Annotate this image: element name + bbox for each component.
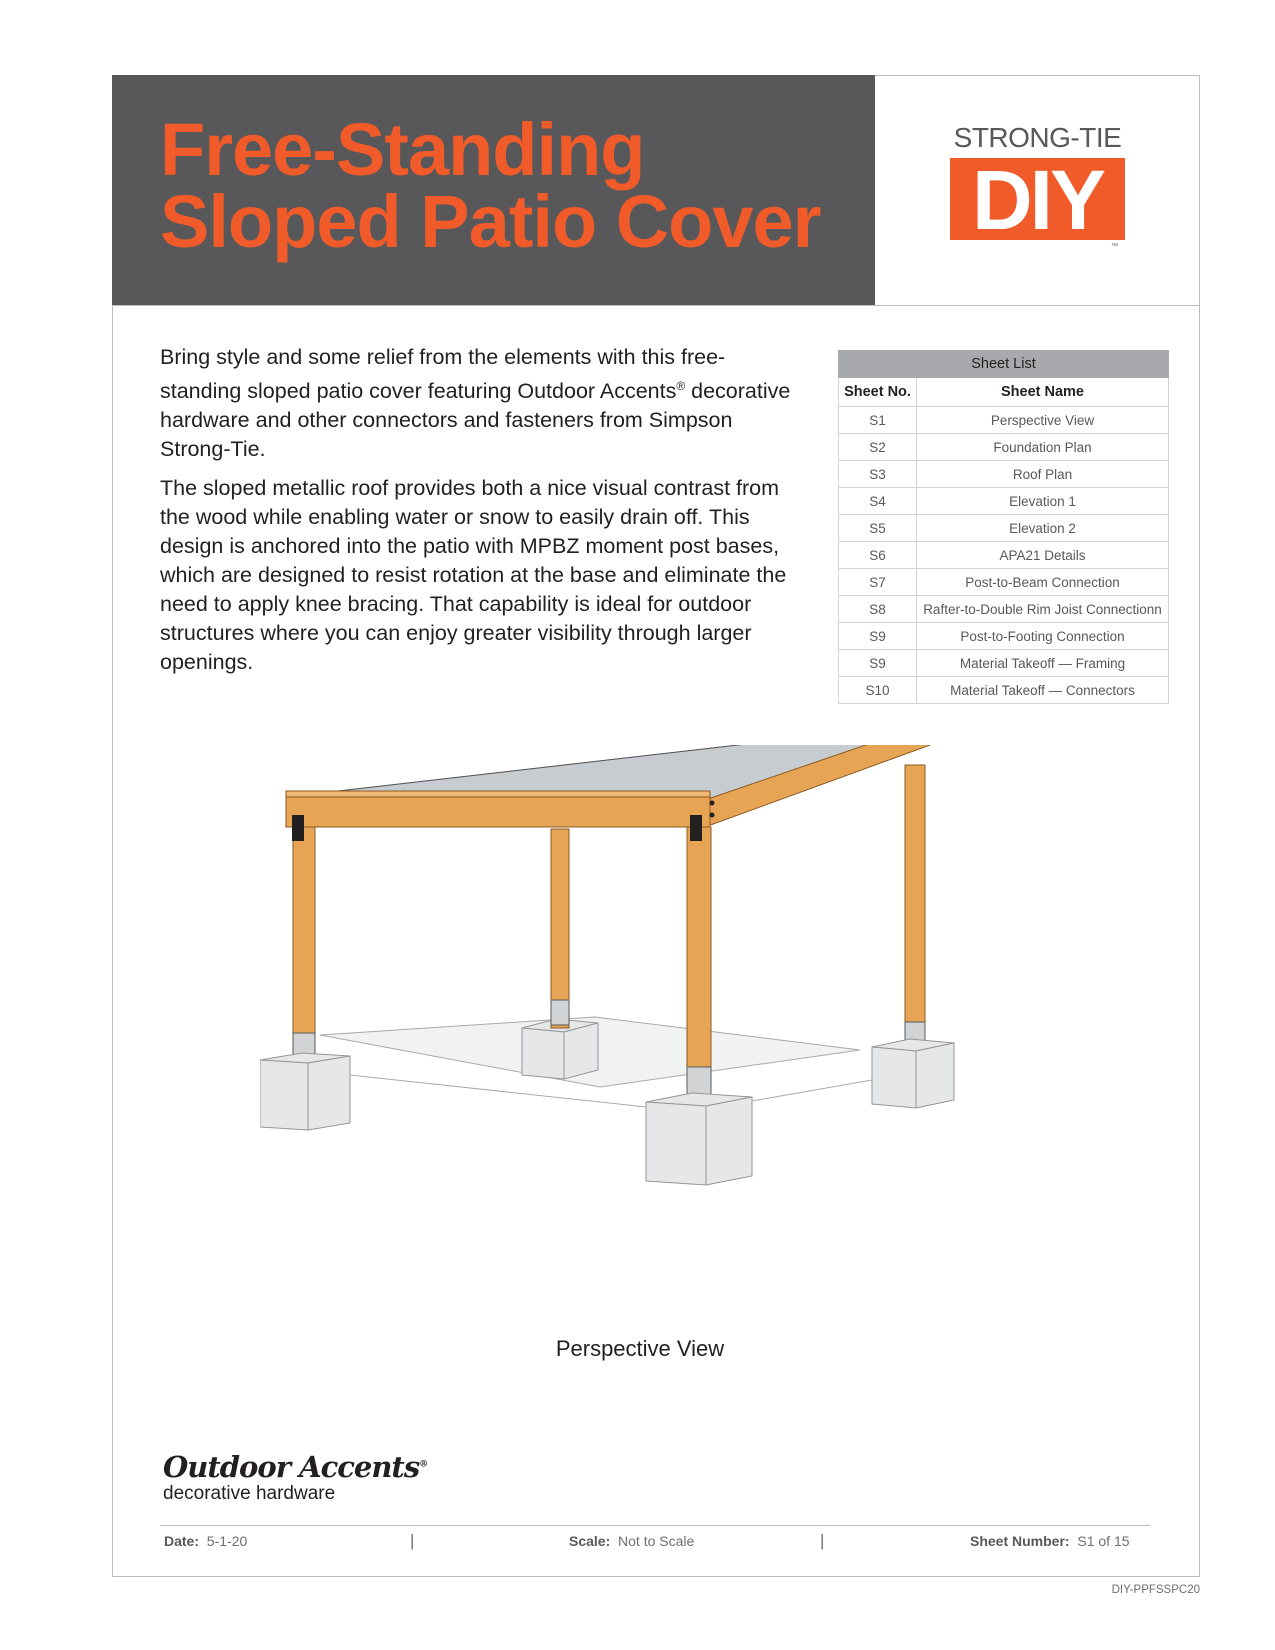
sheet-list-row	[839, 569, 1169, 596]
bracket-front-right	[690, 815, 702, 841]
post-front-right	[687, 827, 711, 1095]
sheet-name-cell: Roof Plan	[917, 461, 1169, 488]
beam-front	[286, 797, 710, 827]
sheet-list-row	[839, 461, 1169, 488]
sheet-list-row	[839, 515, 1169, 542]
brand-diy-logo: DIY	[950, 158, 1125, 240]
sheet-list-title-row	[839, 351, 1169, 378]
outdoor-accents-logo: Outdoor Accents®	[163, 1450, 428, 1484]
footing-front-right	[646, 1093, 752, 1185]
sheet-number-cell: S10	[839, 677, 917, 704]
sheet-name-cell: Elevation 1	[917, 488, 1169, 515]
sheet-name-cell: Perspective View	[917, 407, 1169, 434]
sheet-number-cell: S6	[839, 542, 917, 569]
sheet-name-cell: Elevation 2	[917, 515, 1169, 542]
sheet-number-cell: S2	[839, 434, 917, 461]
footer-sheet-number: Sheet Number: S1 of 15	[970, 1533, 1130, 1549]
brand-trademark: ™	[1111, 243, 1118, 250]
sheet-list-row	[839, 542, 1169, 569]
col-header-sheet-no: Sheet No.	[839, 378, 917, 407]
sheet-list-row	[839, 623, 1169, 650]
post-front-left	[293, 827, 315, 1037]
sheet-number-cell: S7	[839, 569, 917, 596]
header-divider	[112, 305, 1200, 306]
bracket-front-left	[292, 815, 304, 841]
sheet-list-header-row	[839, 378, 1169, 407]
intro-paragraph-2: The sloped metallic roof provides both a nice visual contrast from the wood while enabling water or snow to easily drain off. This design is anchored into the patio with MPBZ moment post bases, which are designed to resist rotation at the base and eliminate the need to apply knee bracing. That capability is ideal for outdoor structures where you can enjoy greater visibility through larger openings.	[160, 476, 787, 675]
intro-paragraph-1: Bring style and some relief from the elements with this free-standing sloped patio cover featuring Outdoor Accents® decorative hardware and other connectors and fasteners from Simpson Strong-Tie.	[160, 345, 791, 462]
sheet-name-cell: Foundation Plan	[917, 434, 1169, 461]
sheet-name-cell: Material Takeoff — Connectors	[917, 677, 1169, 704]
beam-front-top-edge	[286, 791, 710, 797]
footer-separator: |	[410, 1531, 415, 1550]
footing-right-rear	[872, 1039, 954, 1108]
post-base-front-right	[687, 1067, 711, 1095]
title-line-1: Free-Standing	[160, 108, 645, 191]
bolt-icon	[710, 801, 715, 806]
bolt-icon	[710, 813, 715, 818]
footing-front-left	[260, 1053, 350, 1130]
document-code: DIY-PPFSSPC20	[1111, 1584, 1200, 1596]
brand-strong-tie: STRONG-TIE	[953, 122, 1122, 153]
sheet-list-row	[839, 407, 1169, 434]
sheet-number-cell: S5	[839, 515, 917, 542]
sheet-number-cell: S9	[839, 650, 917, 677]
sheet-list-row	[839, 677, 1169, 704]
sheet-name-cell: APA21 Details	[917, 542, 1169, 569]
perspective-drawing	[260, 745, 1020, 1255]
footer-scale: Scale: Not to Scale	[569, 1533, 695, 1549]
sheet-list-row	[839, 434, 1169, 461]
footer-date: Date: 5-1-20	[164, 1533, 248, 1549]
logo-registered-mark: ®	[419, 1459, 428, 1470]
post-right-rear	[905, 765, 925, 1038]
sheet-number-cell: S3	[839, 461, 917, 488]
sheet-list-row	[839, 650, 1169, 677]
post-back	[551, 829, 569, 1028]
logo-subtitle: decorative hardware	[163, 1483, 336, 1504]
sheet-list-row	[839, 596, 1169, 623]
title-line-2: Sloped Patio Cover	[160, 180, 821, 263]
sheet-number-cell: S4	[839, 488, 917, 515]
sheet-name-cell: Post-to-Footing Connection	[917, 623, 1169, 650]
sheet-number-cell: S9	[839, 623, 917, 650]
sheet-number-cell: S1	[839, 407, 917, 434]
sheet-list-table	[838, 350, 1169, 704]
sheet-list-title: Sheet List	[839, 351, 1169, 378]
intro-text	[160, 343, 800, 687]
footer-rule	[160, 1525, 1150, 1526]
post-base-back	[551, 1000, 569, 1025]
sheet-list-row	[839, 488, 1169, 515]
sheet-name-cell: Rafter-to-Double Rim Joist Connectionn	[917, 596, 1169, 623]
col-header-sheet-name: Sheet Name	[917, 378, 1169, 407]
registered-mark: ®	[676, 379, 686, 393]
page-title	[160, 108, 821, 263]
drawing-caption: Perspective View	[555, 1336, 725, 1361]
sheet-number-cell: S8	[839, 596, 917, 623]
footer-separator: |	[820, 1531, 825, 1550]
sheet-name-cell: Post-to-Beam Connection	[917, 569, 1169, 596]
sheet-name-cell: Material Takeoff — Framing	[917, 650, 1169, 677]
